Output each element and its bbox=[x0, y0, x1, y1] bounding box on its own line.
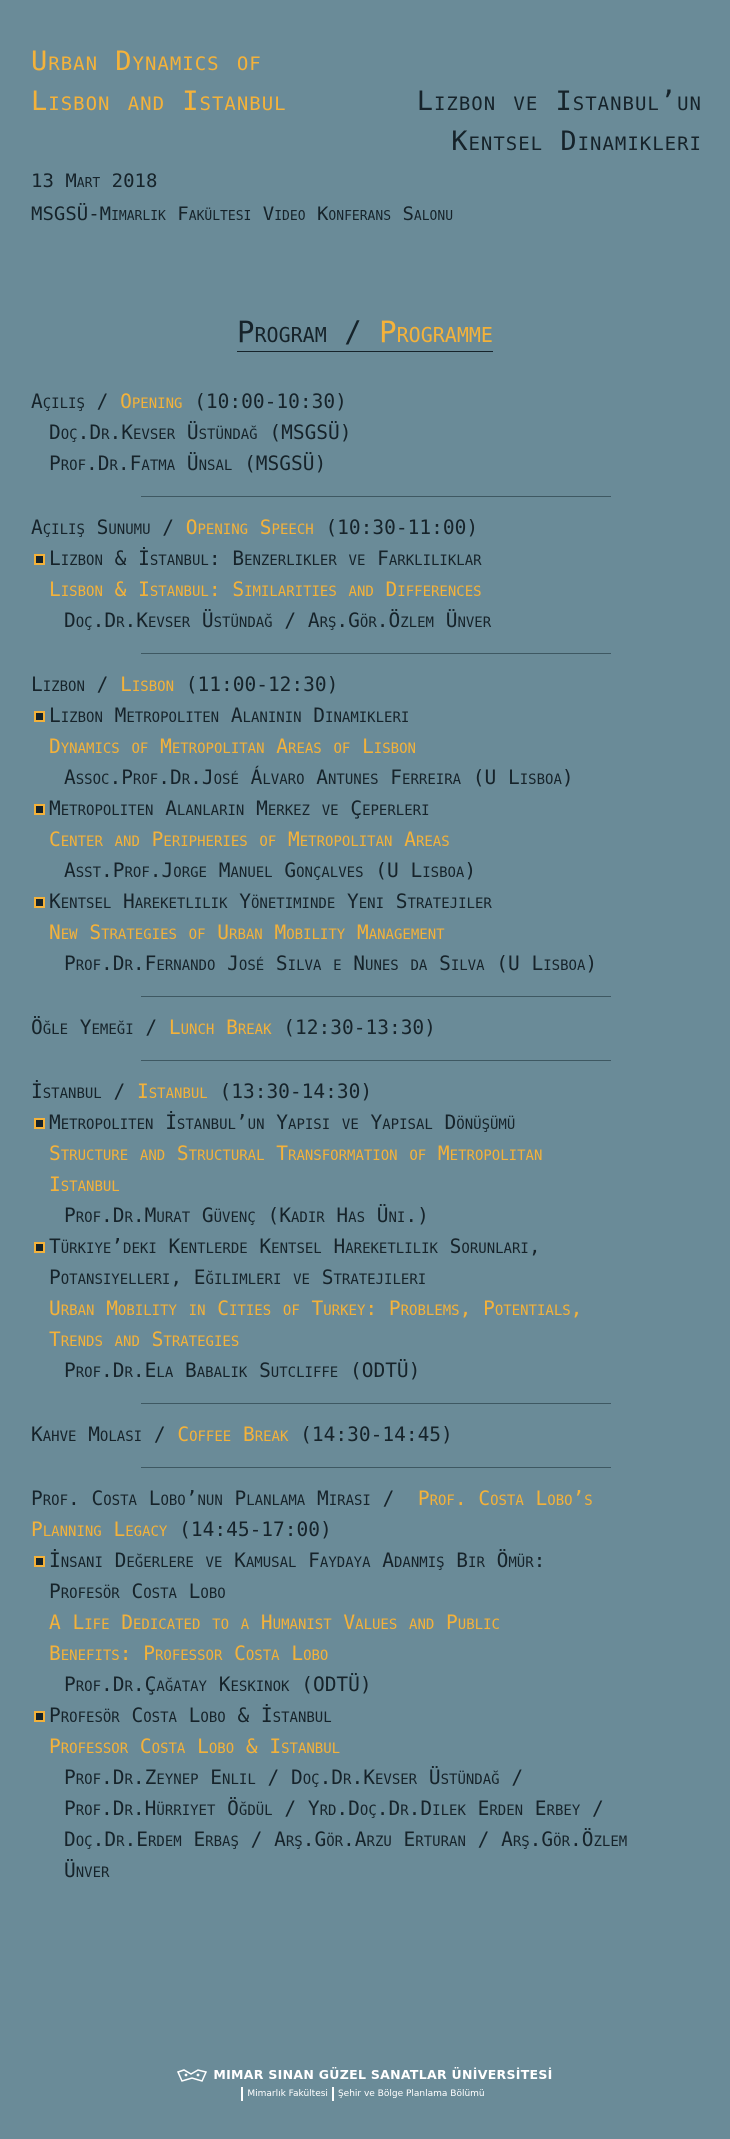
talk-title-en: Benefits: Professor Costa Lobo bbox=[49, 1642, 329, 1665]
session-time: (13:30-14:30) bbox=[219, 1080, 373, 1103]
title-tr-line-1: Lizbon ve Istanbul’un bbox=[416, 86, 702, 117]
session-title-en: Planning Legacy bbox=[31, 1518, 168, 1541]
section-divider bbox=[141, 1467, 611, 1468]
session-time: (10:00-10:30) bbox=[194, 390, 347, 413]
session-title-tr: Açiliş bbox=[31, 390, 85, 413]
session-title-en: Coffee Break bbox=[177, 1423, 289, 1446]
talk-title-en: New Strategies of Urban Mobility Management bbox=[49, 921, 445, 944]
title-en-line-1: Urban Dynamics of bbox=[31, 46, 262, 77]
speaker: Asst.Prof.Jorge Manuel Gonçalves (U Lisboa) bbox=[64, 859, 477, 882]
session-time: (12:30-13:30) bbox=[283, 1016, 436, 1039]
speaker: Prof.Dr.Zeynep Enlil / Doç.Dr.Kevser Üstündağ / bbox=[64, 1766, 524, 1789]
section-divider bbox=[141, 996, 611, 997]
event-title-tr bbox=[417, 82, 702, 162]
talk-title-tr: Potansiyelleri, Eğilimleri ve Stratejileri bbox=[49, 1266, 427, 1289]
session-legacy-heading-cont bbox=[31, 1514, 721, 1545]
talk-title-en: Structure and Structural Transformation of Metropolitan bbox=[49, 1142, 543, 1165]
session-legacy-heading: Prof. Costa Lobo’nun Planlama Mirasi / Prof. Costa Lobo’s bbox=[31, 1487, 593, 1510]
section-divider bbox=[141, 1060, 611, 1061]
bullet-square-icon bbox=[34, 1711, 45, 1722]
talk-title-tr: Türkiye’deki Kentlerde Kentsel Hareketlilik Sorunlari, bbox=[31, 1231, 721, 1262]
talk-title-tr: Lizbon & İstanbul: Benzerlikler ve Farkliliklar bbox=[31, 543, 721, 574]
section-divider bbox=[141, 1403, 611, 1404]
session-lisbon-heading: Lizbon / Lisbon (11:00-12:30) bbox=[31, 673, 339, 696]
session-title-en: Prof. Costa Lobo’s bbox=[417, 1487, 593, 1510]
talk-title-tr: Lizbon Metropoliten Alaninin Dinamikleri bbox=[31, 700, 721, 731]
talk-title-en: A Life Dedicated to a Humanist Values and Public bbox=[49, 1611, 500, 1634]
title-tr-line-2: Kentsel Dinamikleri bbox=[451, 126, 702, 157]
university-units bbox=[0, 2089, 730, 2099]
session-title-tr: Açiliş Sunumu bbox=[31, 516, 151, 539]
program-title-slash: / bbox=[344, 315, 362, 349]
session-title-tr: Öğle Yemeği bbox=[31, 1016, 134, 1039]
speaker: Prof.Dr.Hürriyet Öğdül / Yrd.Doç.Dr.Dilek Erden Erbey / bbox=[64, 1797, 604, 1820]
session-title-en: Lunch Break bbox=[168, 1016, 272, 1039]
speaker: Prof.Dr.Fatma Ünsal (MSGSÜ) bbox=[49, 452, 327, 475]
talk-title-tr: Profesör Costa Lobo & İstanbul bbox=[31, 1700, 721, 1731]
session-time: (11:00-12:30) bbox=[185, 673, 339, 696]
session-title-en: Opening Speech bbox=[185, 516, 314, 539]
section-divider bbox=[141, 653, 611, 654]
event-meta bbox=[31, 165, 453, 231]
speaker: Prof.Dr.Fernando José Silva e Nunes da Silva (U Lisboa) bbox=[64, 952, 598, 975]
event-venue: MSGSÜ-Mimarlik Fakültesi Video Konferans Salonu bbox=[31, 203, 454, 225]
speaker: Ünver bbox=[64, 1859, 110, 1882]
title-en-line-2: Lisbon and Istanbul bbox=[31, 86, 287, 117]
session-time: (14:45-17:00) bbox=[179, 1518, 332, 1541]
university-name: MIMAR SINAN GÜZEL SANATLAR ÜNİVERSİTESİ bbox=[0, 2067, 730, 2083]
session-istanbul-heading: İstanbul / Istanbul (13:30-14:30) bbox=[31, 1080, 373, 1103]
section-divider bbox=[141, 496, 611, 497]
speaker: Prof.Dr.Çağatay Keskinok (ODTÜ) bbox=[64, 1673, 372, 1696]
program-title-tr: Program bbox=[237, 315, 327, 349]
program-content bbox=[31, 386, 721, 1886]
talk-title-en: Professor Costa Lobo & Istanbul bbox=[49, 1735, 341, 1758]
talk-title-tr: İnsani Değerlere ve Kamusal Faydaya Adanmiş Bir Ömür: bbox=[31, 1545, 721, 1576]
bullet-square-icon bbox=[34, 1118, 45, 1129]
talk-title-en: Istanbul bbox=[49, 1173, 120, 1196]
bullet-square-icon bbox=[34, 1556, 45, 1567]
session-title-en: Istanbul bbox=[136, 1080, 208, 1103]
talk-title-en: Trends and Strategies bbox=[49, 1328, 240, 1351]
talk-title-en: Urban Mobility in Cities of Turkey: Problems, Potentials, bbox=[49, 1297, 583, 1320]
session-lunch-heading: Öğle Yemeği / Lunch Break (12:30-13:30) bbox=[31, 1016, 436, 1039]
talk-title-en: Center and Peripheries of Metropolitan Areas bbox=[49, 828, 450, 851]
session-time: (14:30-14:45) bbox=[300, 1423, 453, 1446]
speaker: Prof.Dr.Murat Güvenç (Kadir Has Üni.) bbox=[64, 1204, 429, 1227]
event-title-en bbox=[31, 42, 287, 122]
session-opening-heading: Açiliş / Opening (10:00-10:30) bbox=[31, 390, 347, 413]
speaker: Prof.Dr.Ela Babalik Sutcliffe (ODTÜ) bbox=[64, 1359, 421, 1382]
bullet-square-icon bbox=[34, 1242, 45, 1253]
department-name: Şehir ve Bölge Planlama Bölümü bbox=[332, 2087, 489, 2101]
talk-title-tr: Kentsel Hareketlilik Yönetiminde Yeni Stratejiler bbox=[31, 886, 721, 917]
talk-title-tr: Metropoliten Alanlarin Merkez ve Çeperleri bbox=[31, 793, 721, 824]
talk-title-en: Dynamics of Metropolitan Areas of Lisbon bbox=[49, 735, 416, 758]
speaker: Doç.Dr.Erdem Erbaş / Arş.Gör.Arzu Erturan / Arş.Gör.Özlem bbox=[64, 1828, 628, 1851]
speaker: Assoc.Prof.Dr.José Álvaro Antunes Ferreira (U Lisboa) bbox=[64, 766, 574, 789]
session-title-tr: Lizbon bbox=[31, 673, 85, 696]
event-date: 13 Mart 2018 bbox=[31, 170, 158, 192]
session-title-en: Opening bbox=[120, 390, 183, 413]
session-title-tr: Kahve Molasi bbox=[31, 1423, 143, 1446]
bullet-square-icon bbox=[34, 554, 45, 565]
footer bbox=[0, 2067, 730, 2099]
session-speech-heading: Açiliş Sunumu / Opening Speech (10:30-11:00) bbox=[31, 516, 479, 539]
session-title-tr: Prof. Costa Lobo’nun Planlama Mirasi bbox=[31, 1487, 371, 1510]
program-title-en: Programme bbox=[379, 315, 493, 349]
bullet-square-icon bbox=[34, 711, 45, 722]
program-title bbox=[0, 315, 730, 349]
university-logo-icon bbox=[177, 2069, 207, 2083]
session-title-tr: İstanbul bbox=[31, 1080, 102, 1103]
faculty-name: Mimarlık Fakültesi bbox=[241, 2087, 332, 2101]
bullet-square-icon bbox=[34, 804, 45, 815]
speaker: Doç.Dr.Kevser Üstündağ (MSGSÜ) bbox=[49, 421, 352, 444]
bullet-square-icon bbox=[34, 897, 45, 908]
session-coffee-heading: Kahve Molasi / Coffee Break (14:30-14:45) bbox=[31, 1423, 453, 1446]
session-title-en: Lisbon bbox=[120, 673, 175, 696]
talk-title-en: Lisbon & Istanbul: Similarities and Differences bbox=[49, 578, 482, 601]
talk-title-tr: Profesör Costa Lobo bbox=[49, 1580, 226, 1603]
session-time: (10:30-11:00) bbox=[325, 516, 479, 539]
speaker: Doç.Dr.Kevser Üstündağ / Arş.Gör.Özlem Ünver bbox=[64, 609, 492, 632]
talk-title-tr: Metropoliten İstanbul’un Yapisi ve Yapisal Dönüşümü bbox=[31, 1107, 721, 1138]
